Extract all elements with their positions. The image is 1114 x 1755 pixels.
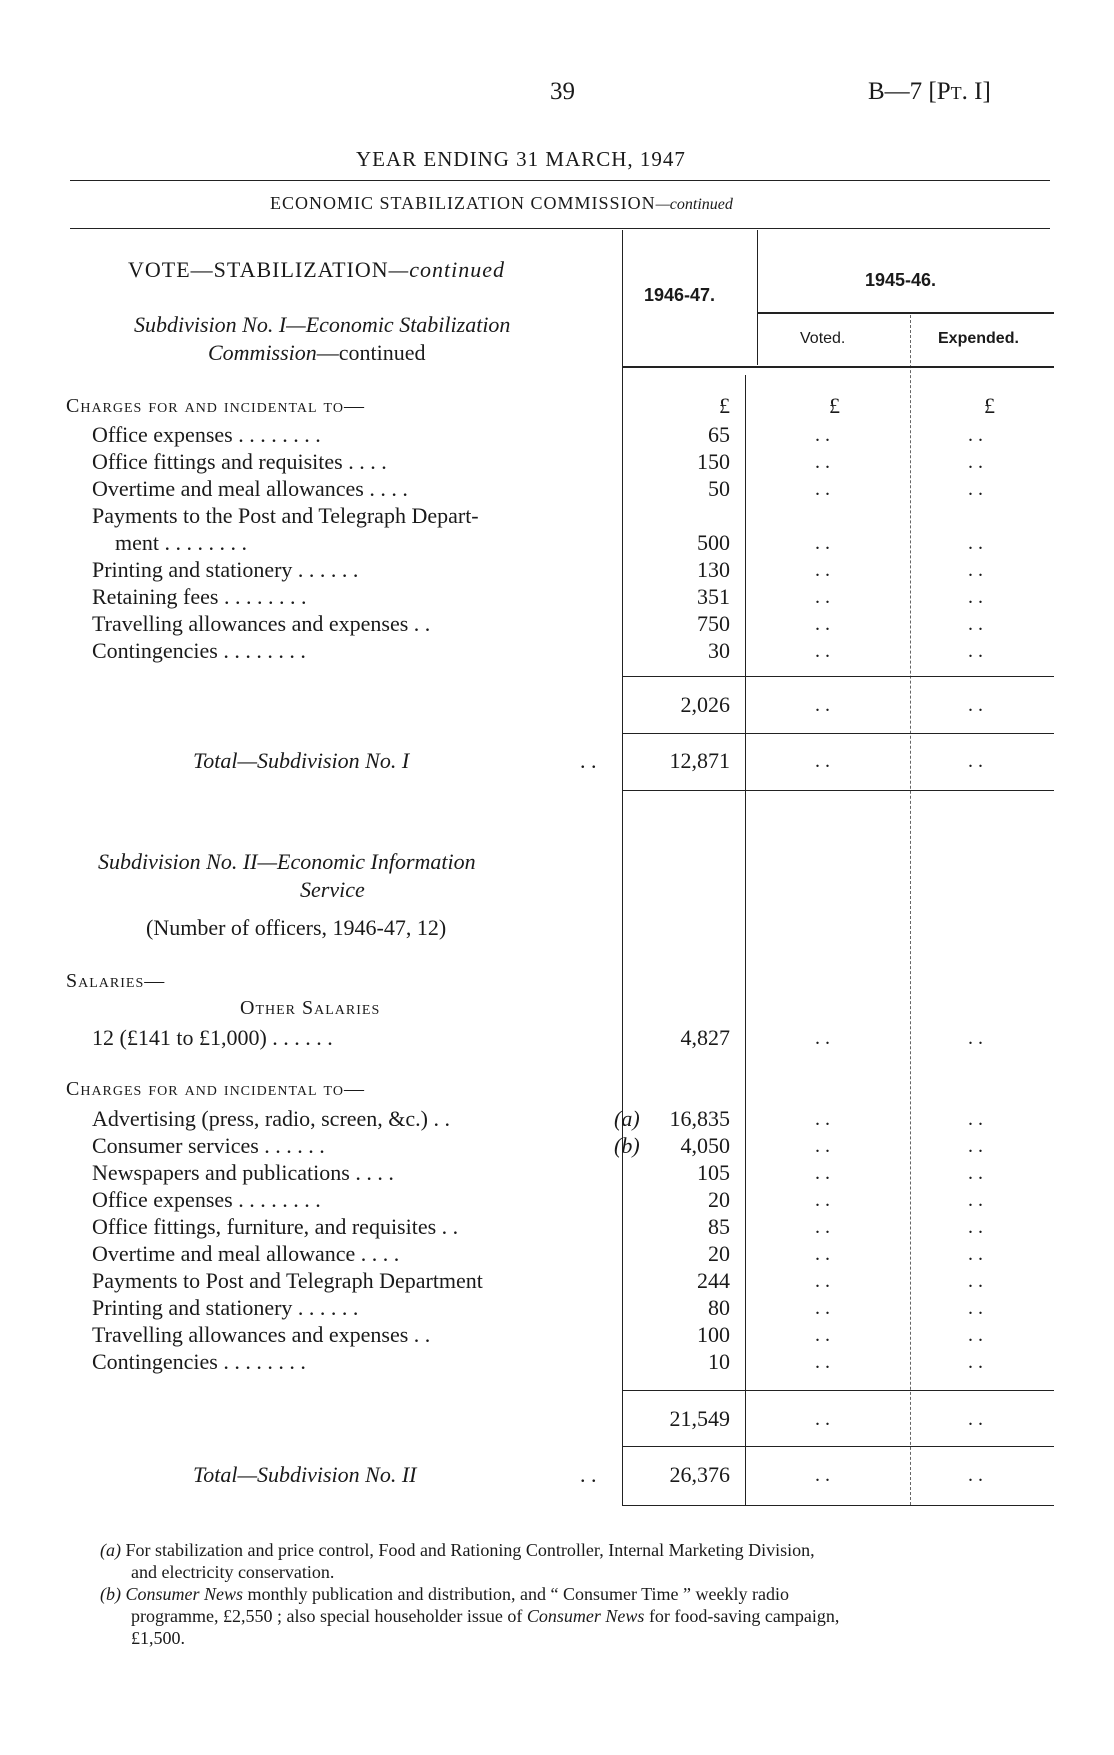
empty-cell-dots: . . — [815, 1135, 830, 1157]
amount-cell: 351 — [697, 584, 730, 609]
footnote-b-text: monthly publication and distribution, and “ Consumer Time ” weekly radio — [247, 1584, 789, 1604]
empty-cell-dots: . . — [815, 640, 830, 662]
rule — [622, 790, 1054, 791]
footnote-b-text2: programme, £2,550 ; also special householder issue of — [131, 1606, 523, 1626]
rule — [622, 676, 1054, 677]
list-item: Payments to the Post and Telegraph Depart- — [92, 503, 479, 528]
total-1: 12,871 — [669, 748, 730, 773]
list-item: Printing and stationery . . . . . . — [92, 557, 359, 582]
document-reference — [868, 78, 991, 106]
list-item: Contingencies . . . . . . . . — [92, 1349, 306, 1374]
total-subdivision-1-label: Total—Subdivision No. I — [193, 748, 410, 773]
empty-cell-dots: . . — [815, 613, 830, 635]
empty-cell-dots: . . — [968, 1135, 983, 1157]
empty-cell-dots: . . — [968, 1243, 983, 1265]
amount-cell: 80 — [708, 1295, 730, 1320]
subdivision-1-title: Subdivision No. I—Economic Stabilization — [134, 312, 511, 337]
empty-cell-dots: . . — [968, 1464, 983, 1486]
empty-cell-dots: . . — [815, 424, 830, 446]
amount-cell: 50 — [708, 476, 730, 501]
rule — [622, 733, 1054, 734]
empty-cell-dots: . . — [815, 586, 830, 608]
amount-cell: 750 — [697, 611, 730, 636]
reference-small-caps: T — [950, 83, 962, 103]
list-item: Travelling allowances and expenses . . — [92, 1322, 431, 1347]
charges-heading: Charges for and incidental to— — [66, 395, 365, 417]
amount-cell: 100 — [697, 1322, 730, 1347]
section-continued: —continued — [655, 196, 733, 213]
amount-cell: 4,050 — [680, 1133, 730, 1158]
amount-cell: 20 — [708, 1241, 730, 1266]
empty-cell-dots: . . — [815, 559, 830, 581]
empty-cell-dots: . . — [968, 640, 983, 662]
header-rule — [757, 312, 1054, 314]
empty-cell-dots: . . — [968, 451, 983, 473]
empty-cell-dots: . . — [815, 1189, 830, 1211]
footnote-b-italic: Consumer News — [125, 1584, 244, 1604]
column-rule — [745, 375, 746, 1505]
list-item: Overtime and meal allowances . . . . — [92, 476, 408, 501]
subtotal-2: 21,549 — [669, 1406, 730, 1431]
subdivision-2-title-line2: Service — [300, 877, 365, 902]
list-item: Office expenses . . . . . . . . — [92, 422, 321, 447]
empty-cell-dots: . . — [815, 750, 830, 772]
footnote-ref-b: (b) — [614, 1133, 640, 1158]
subdivision-1-title-line2 — [208, 340, 426, 366]
amount-cell: 130 — [697, 557, 730, 582]
header-rule — [622, 366, 1054, 368]
empty-cell-dots: . . — [815, 478, 830, 500]
footnote-b — [100, 1584, 789, 1604]
rule — [622, 1390, 1054, 1391]
list-item: Travelling allowances and expenses . . — [92, 611, 431, 636]
page-number: 39 — [550, 78, 575, 105]
section-title: ECONOMIC STABILIZATION COMMISSION — [270, 193, 656, 213]
amount-cell: 30 — [708, 638, 730, 663]
list-item: Overtime and meal allowance . . . . — [92, 1241, 400, 1266]
divider — [70, 180, 1050, 181]
empty-cell-dots: . . — [968, 1297, 983, 1319]
list-item: Office fittings and requisites . . . . — [92, 449, 387, 474]
empty-cell-dots: . . — [815, 1351, 830, 1373]
currency-symbol: £ — [829, 393, 840, 418]
empty-cell-dots: . . — [815, 532, 830, 554]
salary-line: 12 (£141 to £1,000) . . . . . . — [92, 1025, 333, 1050]
empty-cell-dots: . . — [815, 1270, 830, 1292]
list-item: Advertising (press, radio, screen, &c.) . . — [92, 1106, 451, 1131]
continued-word: —continued — [316, 340, 426, 365]
list-item: Office expenses . . . . . . . . — [92, 1187, 321, 1212]
empty-cell-dots: . . — [968, 1108, 983, 1130]
commission-word: Commission — [208, 340, 317, 365]
column-header-1945-46: 1945-46. — [865, 270, 937, 290]
footnote-b-line3: £1,500. — [131, 1628, 185, 1648]
empty-cell-dots: . . — [968, 613, 983, 635]
charges-heading-2: Charges for and incidental to— — [66, 1078, 365, 1100]
footnote-b-mark: (b) — [100, 1584, 121, 1604]
footnote-a-line2: and electricity conservation. — [131, 1562, 335, 1582]
year-heading: YEAR ENDING 31 MARCH, 1947 — [356, 147, 686, 171]
footnote-b-line2 — [131, 1606, 839, 1626]
total-subdivision-2-label: Total—Subdivision No. II — [193, 1462, 417, 1487]
empty-cell-dots: . . — [968, 532, 983, 554]
amount-cell: 16,835 — [669, 1106, 730, 1131]
empty-cell-dots: . . — [968, 1324, 983, 1346]
footnote-a — [100, 1540, 815, 1560]
list-item: Retaining fees . . . . . . . . — [92, 584, 307, 609]
empty-cell-dots: . . — [968, 586, 983, 608]
dot-leader: . . — [580, 748, 597, 773]
empty-cell-dots: . . — [815, 1243, 830, 1265]
footnote-b-text3: for food-saving campaign, — [648, 1606, 840, 1626]
empty-cell-dots: . . — [815, 1108, 830, 1130]
empty-cell-dots: . . — [815, 1324, 830, 1346]
empty-cell-dots: . . — [815, 1027, 830, 1049]
empty-cell-dots: . . — [968, 1351, 983, 1373]
currency-symbol: £ — [984, 393, 995, 418]
empty-cell-dots: . . — [968, 750, 983, 772]
amount-cell: 500 — [697, 530, 730, 555]
empty-cell-dots: . . — [968, 1027, 983, 1049]
vote-continued: —continued — [388, 257, 505, 282]
column-header-1946-47: 1946-47. — [644, 285, 716, 305]
dot-leader: . . — [580, 1462, 597, 1487]
total-2: 26,376 — [669, 1462, 730, 1487]
salary-amount: 4,827 — [680, 1025, 730, 1050]
amount-cell: 105 — [697, 1160, 730, 1185]
empty-cell-dots: . . — [968, 694, 983, 716]
amount-cell: 244 — [697, 1268, 730, 1293]
rule — [622, 1446, 1054, 1447]
empty-cell-dots: . . — [968, 1408, 983, 1430]
empty-cell-dots: . . — [968, 1216, 983, 1238]
empty-cell-dots: . . — [815, 451, 830, 473]
list-item: ment . . . . . . . . — [115, 530, 247, 555]
empty-cell-dots: . . — [968, 559, 983, 581]
reference-prefix: B—7 [P — [868, 78, 951, 105]
footnote-a-text: For stabilization and price control, Food and Rationing Controller, Internal Marketing Division, — [125, 1540, 815, 1560]
footnote-b-italic2: Consumer News — [526, 1606, 645, 1626]
divider — [70, 228, 1050, 229]
empty-cell-dots: . . — [815, 694, 830, 716]
list-item: Printing and stationery . . . . . . — [92, 1295, 359, 1320]
other-salaries-heading: Other Salaries — [240, 997, 381, 1019]
amount-cell: 10 — [708, 1349, 730, 1374]
list-item: Consumer services . . . . . . — [92, 1133, 325, 1158]
empty-cell-dots: . . — [815, 1297, 830, 1319]
reference-suffix: . I] — [961, 78, 991, 105]
empty-cell-dots: . . — [968, 1270, 983, 1292]
column-rule — [757, 230, 758, 365]
column-rule — [910, 315, 911, 1505]
footnote-ref-a: (a) — [614, 1106, 640, 1131]
empty-cell-dots: . . — [815, 1162, 830, 1184]
list-item: Payments to Post and Telegraph Department — [92, 1268, 483, 1293]
footnote-a-mark: (a) — [100, 1540, 121, 1560]
vote-title — [128, 257, 505, 283]
officers-note: (Number of officers, 1946-47, 12) — [146, 915, 447, 940]
amount-cell: 150 — [697, 449, 730, 474]
column-header-expended: Expended. — [938, 330, 1019, 347]
vote-title-text: VOTE—STABILIZATION — [128, 257, 389, 282]
empty-cell-dots: . . — [968, 1189, 983, 1211]
currency-symbol: £ — [719, 393, 730, 418]
rule — [622, 1505, 1054, 1506]
empty-cell-dots: . . — [815, 1216, 830, 1238]
subtotal-1: 2,026 — [680, 692, 730, 717]
empty-cell-dots: . . — [968, 424, 983, 446]
empty-cell-dots: . . — [968, 1162, 983, 1184]
subdivision-2-title: Subdivision No. II—Economic Information — [98, 849, 476, 874]
salaries-heading: Salaries— — [66, 970, 166, 992]
empty-cell-dots: . . — [815, 1464, 830, 1486]
amount-cell: 85 — [708, 1214, 730, 1239]
column-header-voted: Voted. — [800, 330, 846, 347]
section-heading — [270, 193, 733, 214]
empty-cell-dots: . . — [815, 1408, 830, 1430]
list-item: Office fittings, furniture, and requisites . . — [92, 1214, 459, 1239]
empty-cell-dots: . . — [968, 478, 983, 500]
amount-cell: 65 — [708, 422, 730, 447]
list-item: Newspapers and publications . . . . — [92, 1160, 394, 1185]
amount-cell: 20 — [708, 1187, 730, 1212]
list-item: Contingencies . . . . . . . . — [92, 638, 306, 663]
